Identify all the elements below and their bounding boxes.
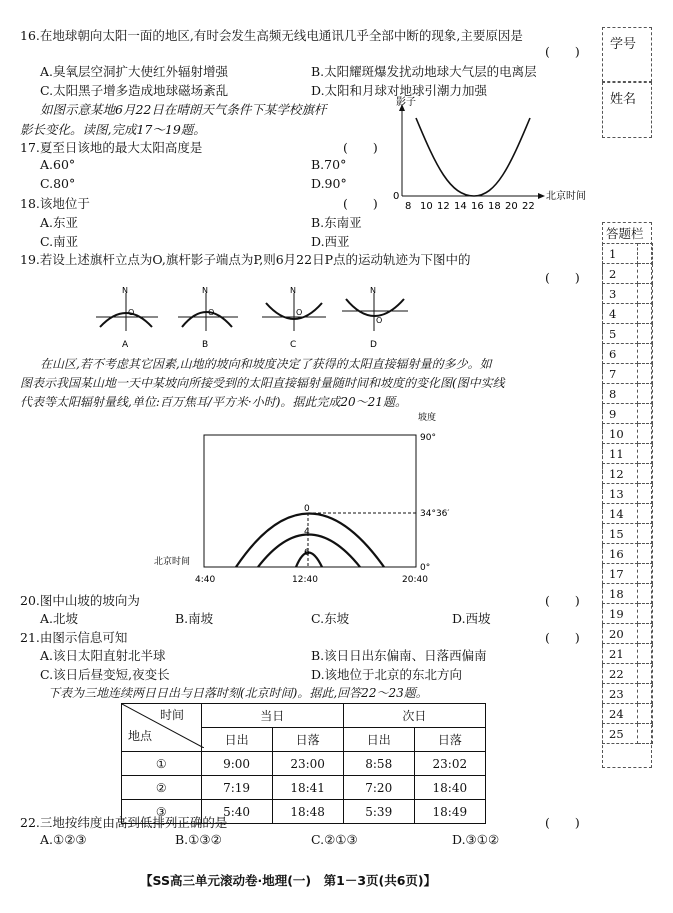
answer-row: [603, 344, 653, 364]
answer-number: 25: [603, 724, 638, 744]
answer-blank[interactable]: [638, 484, 653, 504]
answer-row: [603, 284, 653, 304]
q22-option-a[interactable]: A.①②③: [40, 832, 87, 847]
answer-blank[interactable]: [638, 684, 653, 704]
table-sunset-header-2: 日落: [414, 728, 485, 752]
answer-row: [603, 324, 653, 344]
answer-row: [603, 384, 653, 404]
answer-blank[interactable]: [638, 384, 653, 404]
answer-row: [603, 544, 653, 564]
q20-option-b[interactable]: B.南坡: [175, 611, 214, 626]
q17-stem: 17.夏至日该地的最大太阳高度是: [20, 140, 203, 155]
q18-option-d[interactable]: D.西亚: [311, 234, 350, 249]
q22-option-b[interactable]: B.①③②: [175, 832, 222, 847]
radiation-chart: [150, 410, 480, 585]
q18-option-b[interactable]: B.东南亚: [311, 215, 362, 230]
intro-22-23: 下表为三地连续两日日出与日落时刻(北京时间)。据此,回答22～23题。: [48, 686, 428, 700]
answer-blank[interactable]: [638, 584, 653, 604]
answer-row: [603, 644, 653, 664]
radiation-frame: [204, 435, 416, 567]
radiation-t2: 12:40: [292, 575, 318, 585]
q19-b-north: N: [202, 286, 208, 295]
q19-c-north: N: [290, 286, 296, 295]
answer-column-title: 答题栏: [606, 226, 644, 241]
q16-option-a[interactable]: A.臭氧层空洞扩大使红外辐射增强: [40, 64, 229, 79]
answer-row: [603, 244, 653, 264]
answer-row: [603, 464, 653, 484]
answer-number: 23: [603, 684, 638, 704]
q22-option-d[interactable]: D.③①②: [452, 832, 500, 847]
answer-number: 3: [603, 284, 638, 304]
q16-option-d[interactable]: D.太阳和月球对地球引潮力加强: [311, 83, 488, 98]
shadow-curve: [416, 118, 530, 196]
name-label: 姓名: [610, 92, 637, 107]
answer-blank[interactable]: [638, 324, 653, 344]
q19-d-north: N: [370, 286, 376, 295]
shadow-tick-label: 14: [454, 201, 467, 212]
q17-option-b[interactable]: B.70°: [311, 157, 347, 172]
q20-stem: 20.图中山坡的坡向为: [20, 593, 140, 608]
answer-number: 6: [603, 344, 638, 364]
answer-blank[interactable]: [638, 524, 653, 544]
answer-number: 17: [603, 564, 638, 584]
q19-a-label: A: [122, 340, 129, 350]
answer-blank[interactable]: [638, 644, 653, 664]
table-time-cell: 18:40: [414, 776, 485, 800]
answer-row: [603, 364, 653, 384]
table-time-header: 时间: [160, 708, 185, 722]
answer-row: [603, 724, 653, 744]
isoline-6-label: 6: [304, 548, 310, 558]
answer-row: [603, 684, 653, 704]
q17-option-d[interactable]: D.90°: [311, 176, 347, 191]
answer-row: [603, 404, 653, 424]
sunrise-sunset-table: [121, 703, 486, 824]
answer-blank[interactable]: [638, 464, 653, 484]
q19-c-origin: O: [296, 308, 303, 317]
q19-option-a-figure[interactable]: [96, 286, 158, 350]
answer-number: 14: [603, 504, 638, 524]
radiation-top-deg: 90°: [420, 433, 436, 443]
shadow-x-label: 北京时间: [546, 191, 586, 202]
table-time-cell: 23:02: [414, 752, 485, 776]
isoline-4-label: 4: [304, 527, 310, 537]
answer-row: [603, 504, 653, 524]
answer-blank[interactable]: [638, 724, 653, 744]
shadow-y-label: 影子: [396, 97, 416, 108]
q19-d-label: D: [370, 340, 377, 350]
answer-number: 20: [603, 624, 638, 644]
answer-row: [603, 484, 653, 504]
answer-row: [603, 424, 653, 444]
table-time-cell: 18:49: [414, 800, 485, 824]
isoline-0: [236, 514, 384, 568]
q18-answer-paren[interactable]: ( ): [343, 196, 378, 211]
answer-number: 7: [603, 364, 638, 384]
q20-option-d[interactable]: D.西坡: [452, 611, 491, 626]
page-footer: 【SS高三单元滚动卷·地理(一) 第1－3页(共6页)】: [140, 873, 437, 888]
answer-number: 24: [603, 704, 638, 724]
q19-option-d-figure[interactable]: [342, 286, 408, 350]
table-day1-header: 当日: [201, 704, 343, 728]
answer-blank[interactable]: [638, 664, 653, 684]
q19-option-c-figure[interactable]: [262, 286, 326, 350]
table-time-cell: 18:41: [272, 776, 343, 800]
answer-number: 21: [603, 644, 638, 664]
q18-stem: 18.该地位于: [20, 196, 90, 211]
answer-blank[interactable]: [638, 304, 653, 324]
answer-row: [603, 704, 653, 724]
q21-stem: 21.由图示信息可知: [20, 630, 128, 645]
q21-answer-paren[interactable]: ( ): [545, 630, 580, 645]
answer-number: 9: [603, 404, 638, 424]
q18-option-c[interactable]: C.南亚: [40, 234, 79, 249]
table-place-cell: ③: [122, 800, 202, 824]
answer-number: 4: [603, 304, 638, 324]
answer-row: [603, 604, 653, 624]
q20-answer-paren[interactable]: ( ): [545, 593, 580, 608]
answer-row: [603, 664, 653, 684]
q21-option-d[interactable]: D.该地位于北京的东北方向: [311, 667, 463, 682]
shadow-tick-label: 10: [420, 201, 433, 212]
table-time-cell: 18:48: [272, 800, 343, 824]
answer-number: 10: [603, 424, 638, 444]
answer-blank[interactable]: [638, 284, 653, 304]
table-place-cell: ①: [122, 752, 202, 776]
radiation-slope-label: 坡度: [418, 413, 437, 423]
q18-option-a[interactable]: A.东亚: [40, 215, 79, 230]
shadow-x-arrow: [538, 193, 545, 199]
q19-a-origin: O: [128, 308, 135, 317]
table-sunrise-header-1: 日出: [201, 728, 272, 752]
q19-d-origin: O: [376, 316, 383, 325]
q20-option-a[interactable]: A.北坡: [40, 611, 79, 626]
q21-option-a[interactable]: A.该日太阳直射北半球: [40, 648, 166, 663]
table-sunset-header-1: 日落: [272, 728, 343, 752]
table-time-cell: 9:00: [201, 752, 272, 776]
intro-17-19-line2: 影长变化。读图,完成17～19题。: [20, 122, 206, 137]
q22-option-c[interactable]: C.②①③: [311, 832, 358, 847]
shadow-tick-label: 12: [437, 201, 450, 212]
shadow-length-chart: [388, 96, 588, 216]
table-time-cell: 5:39: [343, 800, 414, 824]
table-time-cell: 7:20: [343, 776, 414, 800]
answer-number: 8: [603, 384, 638, 404]
table-sunrise-header-2: 日出: [343, 728, 414, 752]
shadow-tick-label: 16: [471, 201, 484, 212]
answer-number: 2: [603, 264, 638, 284]
q19-c-label: C: [290, 340, 297, 350]
answer-blank[interactable]: [638, 244, 653, 264]
answer-blank[interactable]: [638, 344, 653, 364]
isoline-0-label: 0: [304, 504, 310, 514]
intro-20-21-line2: 图表示我国某山地一天中某坡向所接受到的太阳直接辐射量随时间和坡度的变化图(图中实线: [20, 376, 505, 390]
answer-row: [603, 584, 653, 604]
answer-row: [603, 624, 653, 644]
answer-blank[interactable]: [638, 624, 653, 644]
student-number-label: 学号: [610, 37, 637, 52]
table-place-header: 地点: [128, 729, 153, 743]
answer-blank[interactable]: [638, 544, 653, 564]
radiation-t1: 4:40: [195, 575, 216, 585]
intro-20-21-line1: 在山区,若不考虑其它因素,山地的坡向和坡度决定了获得的太阳直接辐射量的多少。如: [40, 357, 492, 371]
answer-number: 5: [603, 324, 638, 344]
answer-number: 11: [603, 444, 638, 464]
table-row: [122, 776, 486, 800]
answer-row: [603, 564, 653, 584]
radiation-t3: 20:40: [402, 575, 428, 585]
answer-blank[interactable]: [638, 704, 653, 724]
table-day2-header: 次日: [343, 704, 485, 728]
answer-number: 1: [603, 244, 638, 264]
answer-number: 12: [603, 464, 638, 484]
table-time-cell: 23:00: [272, 752, 343, 776]
answer-blank[interactable]: [638, 404, 653, 424]
q20-option-c[interactable]: C.东坡: [311, 611, 350, 626]
answer-blank[interactable]: [638, 264, 653, 284]
answer-row: [603, 524, 653, 544]
q17-answer-paren[interactable]: ( ): [343, 140, 378, 155]
answer-number: 22: [603, 664, 638, 684]
intro-20-21-line3: 代表等太阳辐射量线,单位:百万焦耳/平方米·小时)。据此完成20～21题。: [20, 395, 407, 409]
answer-number: 13: [603, 484, 638, 504]
answer-number: 15: [603, 524, 638, 544]
table-time-cell: 8:58: [343, 752, 414, 776]
q19-a-north: N: [122, 286, 128, 295]
intro-17-19-line1: 如图示意某地6月22日在晴朗天气条件下某学校旗杆: [40, 102, 327, 117]
answer-blank[interactable]: [638, 424, 653, 444]
answer-row: [603, 444, 653, 464]
q19-trajectory-options: [90, 285, 420, 357]
q19-answer-paren[interactable]: ( ): [545, 270, 580, 285]
answer-number: 16: [603, 544, 638, 564]
shadow-tick-label: 20: [505, 201, 518, 212]
q19-option-b-figure[interactable]: [178, 286, 238, 350]
q16-option-c[interactable]: C.太阳黑子增多造成地球磁场紊乱: [40, 83, 229, 98]
q17-option-a[interactable]: A.60°: [40, 157, 76, 172]
answer-row: [603, 264, 653, 284]
table-row: [122, 752, 486, 776]
shadow-tick-label: 8: [405, 201, 412, 212]
q19-b-label: B: [202, 340, 209, 350]
q17-option-c[interactable]: C.80°: [40, 176, 76, 191]
table-corner-cell: [122, 704, 202, 752]
shadow-tick-label: 22: [522, 201, 535, 212]
answer-blank[interactable]: [638, 364, 653, 384]
q16-stem: 16.在地球朝向太阳一面的地区,有时会发生高频无线电通讯几乎全部中断的现象,主要原因是: [20, 28, 523, 43]
q21-option-c[interactable]: C.该日后昼变短,夜变长: [40, 667, 170, 682]
radiation-zero-deg: 0°: [420, 563, 431, 573]
answer-blank[interactable]: [638, 564, 653, 584]
answer-blank[interactable]: [638, 444, 653, 464]
q19-stem: 19.若设上述旗杆立点为O,旗杆影子端点为P,则6月22日P点的运动轨迹为下图中的: [20, 252, 471, 267]
answer-number: 19: [603, 604, 638, 624]
answer-blank[interactable]: [638, 504, 653, 524]
answer-sheet: [602, 243, 653, 744]
answer-number: 18: [603, 584, 638, 604]
q19-b-origin: O: [208, 308, 215, 317]
q22-answer-paren[interactable]: ( ): [545, 815, 580, 830]
table-time-cell: 7:19: [201, 776, 272, 800]
answer-row: [603, 304, 653, 324]
radiation-time-label: 北京时间: [154, 557, 191, 567]
table-time-cell: 5:40: [201, 800, 272, 824]
shadow-origin-label: 0: [393, 191, 400, 202]
radiation-mid-deg: 34°36′: [420, 509, 450, 519]
q16-option-b[interactable]: B.太阳耀斑爆发扰动地球大气层的电离层: [311, 64, 537, 79]
answer-blank[interactable]: [638, 604, 653, 624]
q22-stem: 22.三地按纬度由高到低排列正确的是: [20, 815, 228, 830]
shadow-tick-label: 18: [488, 201, 501, 212]
q21-option-b[interactable]: B.该日日出东偏南、日落西偏南: [311, 648, 487, 663]
table-place-cell: ②: [122, 776, 202, 800]
q16-answer-paren[interactable]: ( ): [545, 44, 580, 59]
